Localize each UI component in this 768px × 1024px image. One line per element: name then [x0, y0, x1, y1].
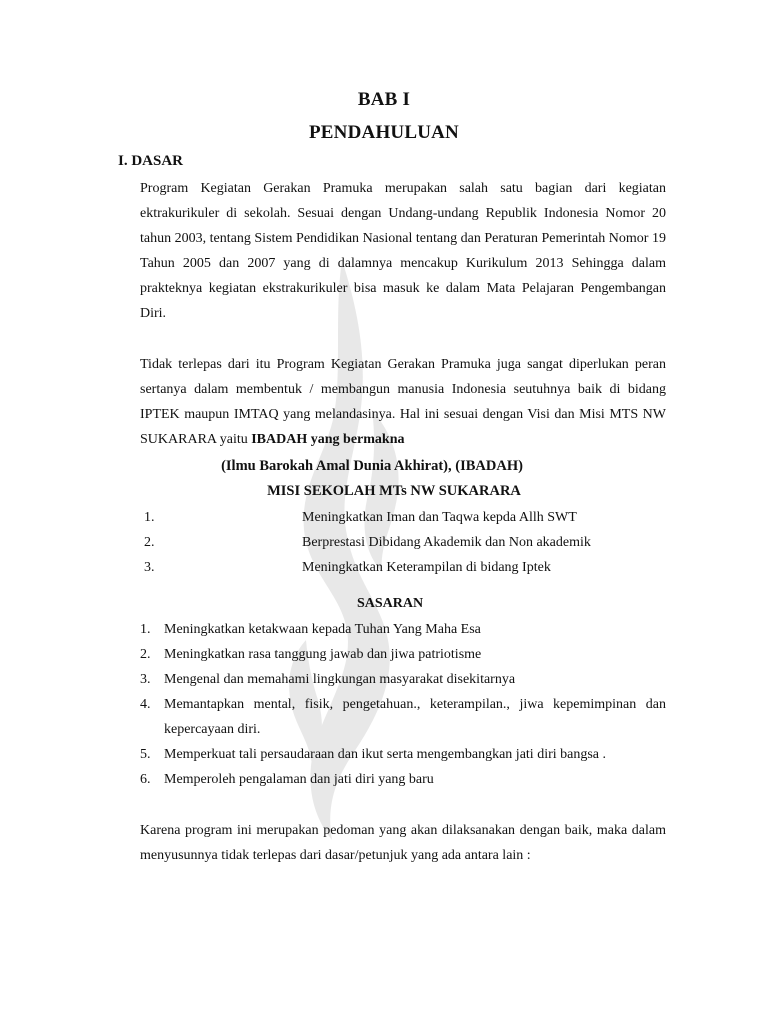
misi-number: 3.	[144, 560, 155, 575]
sasaran-number: 4.	[140, 697, 151, 712]
misi-item	[140, 555, 660, 580]
misi-text: Meningkatkan Iman dan Taqwa kepda Allh SWT	[302, 510, 577, 525]
closing-paragraph: Karena program ini merupakan pedoman yang akan dilaksanakan dengan baik, maka dalam menyusunnya tidak terlepas dari dasar/petunjuk yang ada antara lain :	[140, 823, 666, 863]
chapter-subtitle: PENDAHULUAN	[309, 122, 459, 143]
misi-list	[140, 505, 660, 580]
visi-emphasis: IBADAH yang bermakna	[251, 432, 405, 447]
sasaran-text: Memperoleh pengalaman dan jati diri yang baru	[164, 772, 434, 787]
misi-text: Berprestasi Dibidang Akademik dan Non akademik	[302, 535, 591, 550]
sasaran-item	[140, 617, 666, 642]
misi-item	[140, 505, 660, 530]
sasaran-text: Memantapkan mental, fisik, pengetahuan., keterampilan., jiwa kepemimpinan dan kepercayaan diri.	[164, 697, 666, 737]
misi-text: Meningkatkan Keterampilan di bidang Iptek	[302, 560, 551, 575]
misi-item	[140, 530, 660, 555]
sasaran-number: 3.	[140, 672, 151, 687]
chapter-title: BAB I	[357, 89, 411, 110]
paragraph-dasar: Program Kegiatan Gerakan Pramuka merupakan salah satu bagian dari kegiatan ektrakurikuler di sekolah. Sesuai dengan Undang-undang Republik Indonesia Nomor 20 tahun 2003, tentang Sistem Pendidikan Nasional tentang dan Peraturan Pemerintah Nomor 19 Tahun 2005 dan 2007 yang di dalamnya mencakup Kurikulum 2013 Sehingga dalam prakteknya kegiatan ekstrakurikuler bisa masuk ke dalam Mata Pelajaran Pengembangan Diri.	[140, 181, 666, 321]
sasaran-text: Meningkatkan rasa tanggung jawab dan jiwa patriotisme	[164, 647, 482, 662]
sasaran-item	[140, 642, 666, 667]
sasaran-number: 6.	[140, 772, 151, 787]
misi-number: 2.	[144, 535, 155, 550]
paragraph-visi-text: Tidak terlepas dari itu Program Kegiatan Gerakan Pramuka juga sangat diperlukan peran sertanya dalam membentuk / membangun manusia Indonesia seutuhnya baik di bidang IPTEK maupun IMTAQ yang melandasinya. Hal ini sesuai dengan Visi dan Misi MTS NW SUKARARA yaitu	[140, 357, 666, 447]
sasaran-heading: SASARAN	[356, 596, 424, 611]
sasaran-text: Memperkuat tali persaudaraan dan ikut serta mengembangkan jati diri bangsa .	[164, 747, 607, 762]
paragraph-visi-misi	[140, 352, 666, 452]
sasaran-item	[140, 742, 666, 767]
sasaran-text: Mengenal dan memahami lingkungan masyarakat disekitarnya	[164, 672, 516, 687]
misi-heading: MISI SEKOLAH MTs NW SUKARARA	[267, 483, 521, 499]
sasaran-number: 2.	[140, 647, 151, 662]
misi-number: 1.	[144, 510, 155, 525]
visi-motto: (Ilmu Barokah Amal Dunia Akhirat), (IBADAH)	[221, 458, 523, 474]
sasaran-list	[140, 617, 666, 792]
sasaran-item	[140, 667, 666, 692]
section-heading: I. DASAR	[118, 153, 184, 169]
sasaran-item	[140, 692, 666, 742]
sasaran-item	[140, 767, 666, 792]
sasaran-text: Meningkatkan ketakwaan kepada Tuhan Yang Maha Esa	[164, 622, 481, 637]
sasaran-number: 1.	[140, 622, 151, 637]
sasaran-number: 5.	[140, 747, 151, 762]
